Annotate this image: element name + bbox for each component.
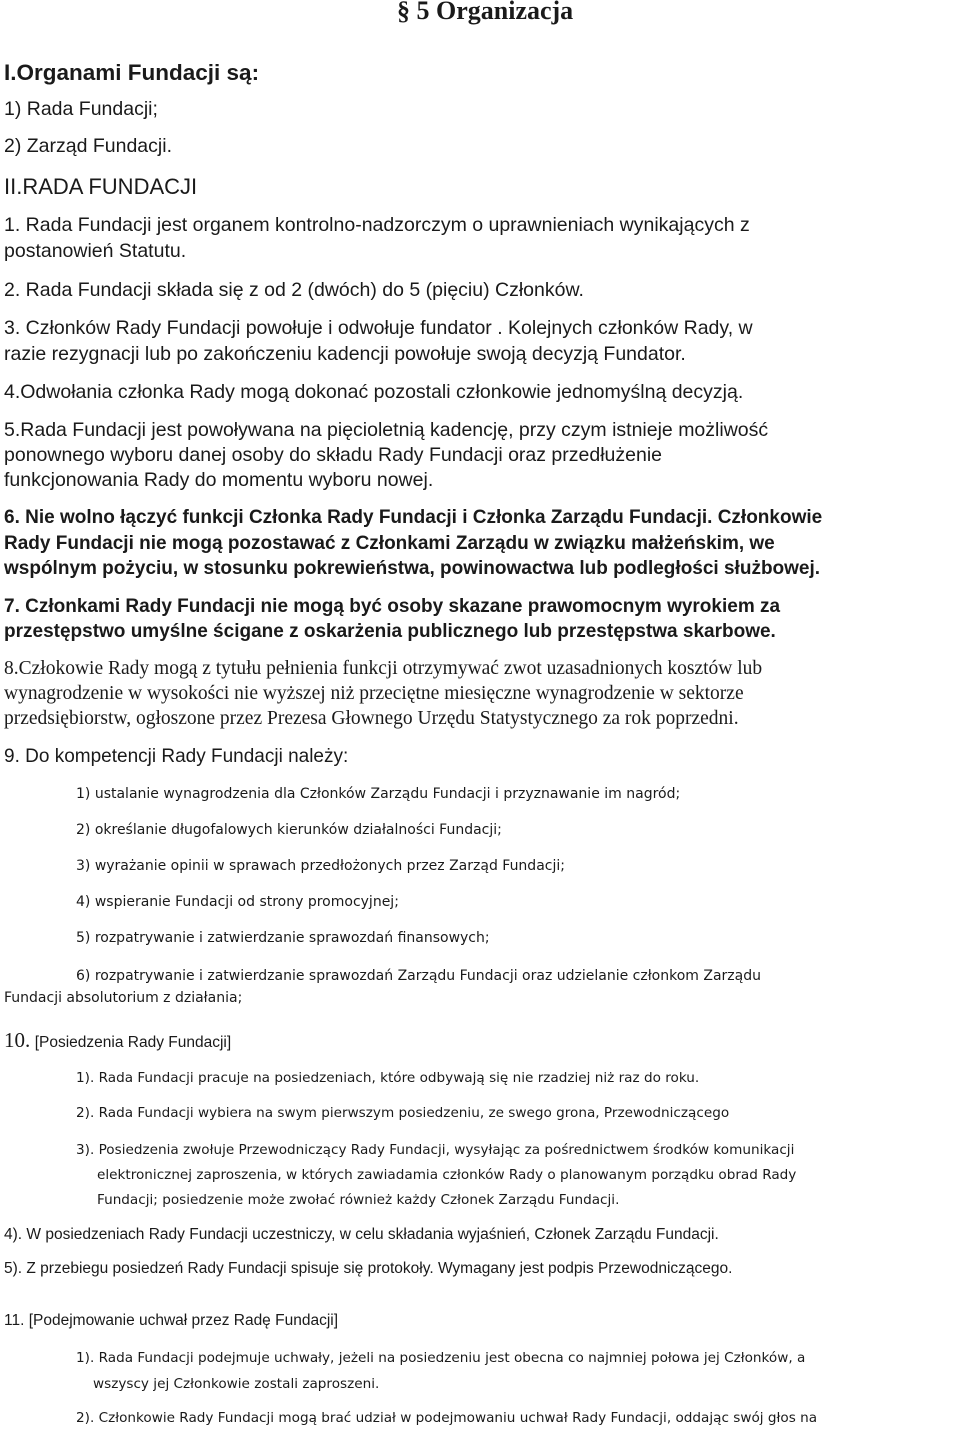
organs-item-2: 2) Zarząd Fundacji. bbox=[4, 135, 172, 157]
clause-2: 2. Rada Fundacji składa się z od 2 (dwóch) do 5 (pięciu) Członków. bbox=[4, 279, 584, 301]
competence-item-2: 2) określanie długofalowych kierunków działalności Fundacji; bbox=[76, 822, 502, 838]
clause-10-number: 10. bbox=[4, 1028, 31, 1052]
organs-heading: I.Organami Fundacji są: bbox=[4, 60, 260, 85]
meetings-item-3-line-1: 3). Posiedzenia zwołuje Przewodniczący Rady Fundacji, wysyłając za pośrednictwem środków komunikacji bbox=[76, 1142, 795, 1158]
meetings-item-1: 1). Rada Fundacji pracuje na posiedzeniach, które odbywają się nie rzadziej niż raz do roku. bbox=[76, 1070, 700, 1086]
organs-item-1: 1) Rada Fundacji; bbox=[4, 98, 158, 120]
section-heading-text: 5 Organizacja bbox=[416, 0, 574, 25]
paragraph-symbol: § bbox=[397, 0, 410, 25]
clause-8-line-1: 8.Człokowie Rady mogą z tytułu pełnienia funkcji otrzymywać zwot uzasadnionych kosztów lub bbox=[4, 658, 763, 679]
clause-6-line-1: 6. Nie wolno łączyć funkcji Członka Rady Fundacji i Członka Zarządu Fundacji. Członkowie bbox=[4, 507, 823, 528]
resolutions-item-1-line-1: 1). Rada Fundacji podejmuje uchwały, jeżeli na posiedzeniu jest obecna co najmniej połowa jej Członków, a bbox=[76, 1350, 806, 1366]
clause-5-line-1: 5.Rada Fundacji jest powoływana na pięcioletnią kadencję, przy czym istnieje możliwość bbox=[4, 419, 769, 441]
clause-6-line-3: wspólnym pożyciu, w stosunku pokrewieństwa, powinowactwa lub podległości służbowej. bbox=[4, 558, 821, 579]
clause-1-line-2: postanowień Statutu. bbox=[4, 240, 187, 262]
meetings-item-3-line-2: elektronicznej zaproszenia, w których zawiadamia członków Rady o planowanym porządku obrad Rady bbox=[97, 1167, 797, 1183]
competence-item-3: 3) wyrażanie opinii w sprawach przedłożonych przez Zarząd Fundacji; bbox=[76, 858, 565, 874]
meetings-item-3-line-3: Fundacji; posiedzenie może zwołać również każdy Członek Zarządu Fundacji. bbox=[97, 1192, 620, 1208]
resolutions-item-1-line-2: wszyscy jej Członkowie zostali zaproszeni. bbox=[93, 1376, 380, 1392]
meetings-item-5: 5). Z przebiegu posiedzeń Rady Fundacji spisuje się protokoły. Wymagany jest podpis Przewodniczącego. bbox=[4, 1260, 733, 1277]
clause-5-line-2: ponownego wyboru danej osoby do składu Rady Fundacji oraz przedłużenie bbox=[4, 444, 663, 466]
competence-item-1: 1) ustalanie wynagrodzenia dla Członków Zarządu Fundacji i przyznawanie im nagród; bbox=[76, 786, 681, 802]
clause-3-line-2: razie rezygnacji lub po zakończeniu kadencji powołuje swoją decyzją Fundator. bbox=[4, 343, 686, 365]
competence-item-6-line-1: 6) rozpatrywanie i zatwierdzanie sprawozdań Zarządu Fundacji oraz udzielanie członkom Zarządu bbox=[76, 968, 761, 984]
meetings-item-4: 4). W posiedzeniach Rady Fundacji uczestniczy, w celu składania wyjaśnień, Członek Zarządu Fundacji. bbox=[4, 1226, 719, 1243]
clause-7-line-1: 7. Członkami Rady Fundacji nie mogą być osoby skazane prawomocnym wyrokiem za bbox=[4, 596, 781, 617]
resolutions-item-2: 2). Członkowie Rady Fundacji mogą brać udział w podejmowaniu uchwał Rady Fundacji, oddając swój głos na bbox=[76, 1410, 818, 1426]
section-heading bbox=[397, 0, 573, 26]
clause-11-heading: 11. [Podejmowanie uchwał przez Radę Fundacji] bbox=[4, 1312, 339, 1329]
clause-8-line-2: wynagrodzenie w wysokości nie wyższej niż przeciętne miesięczne wynagrodzenie w sektorze bbox=[4, 683, 744, 704]
clause-6-line-2: Rady Fundacji nie mogą pozostawać z Członkami Zarządu w związku małżeńskim, we bbox=[4, 533, 775, 554]
meetings-item-2: 2). Rada Fundacji wybiera na swym pierwszym posiedzeniu, ze swego grona, Przewodniczącego bbox=[76, 1105, 730, 1121]
clause-7-line-2: przestępstwo umyślne ścigane z oskarżenia publicznego lub przestępstwa skarbowe. bbox=[4, 621, 776, 642]
clause-1-line-1: 1. Rada Fundacji jest organem kontrolno-nadzorczym o uprawnieniach wynikających z bbox=[4, 214, 750, 236]
competence-item-4: 4) wspieranie Fundacji od strony promocyjnej; bbox=[76, 894, 399, 910]
clause-10-heading bbox=[4, 1028, 231, 1053]
clause-10-title: [Posiedzenia Rady Fundacji] bbox=[34, 1034, 232, 1051]
clause-4: 4.Odwołania członka Rady mogą dokonać pozostali członkowie jednomyślną decyzją. bbox=[4, 381, 744, 403]
clause-3-line-1: 3. Członków Rady Fundacji powołuje i odwołuje fundator . Kolejnych członków Rady, w bbox=[4, 317, 753, 339]
clause-5-line-3: funkcjonowania Rady do momentu wyboru nowej. bbox=[4, 469, 434, 491]
competence-item-6-line-2: Fundacji absolutorium z działania; bbox=[4, 990, 243, 1006]
council-heading: II.RADA FUNDACJI bbox=[4, 174, 198, 199]
competence-item-5: 5) rozpatrywanie i zatwierdzanie sprawozdań finansowych; bbox=[76, 930, 490, 946]
clause-9-heading: 9. Do kompetencji Rady Fundacji należy: bbox=[4, 746, 349, 767]
clause-8-line-3: przedsiębiorstw, ogłoszone przez Prezesa Głownego Urzędu Statystycznego za rok poprzedni. bbox=[4, 708, 739, 729]
